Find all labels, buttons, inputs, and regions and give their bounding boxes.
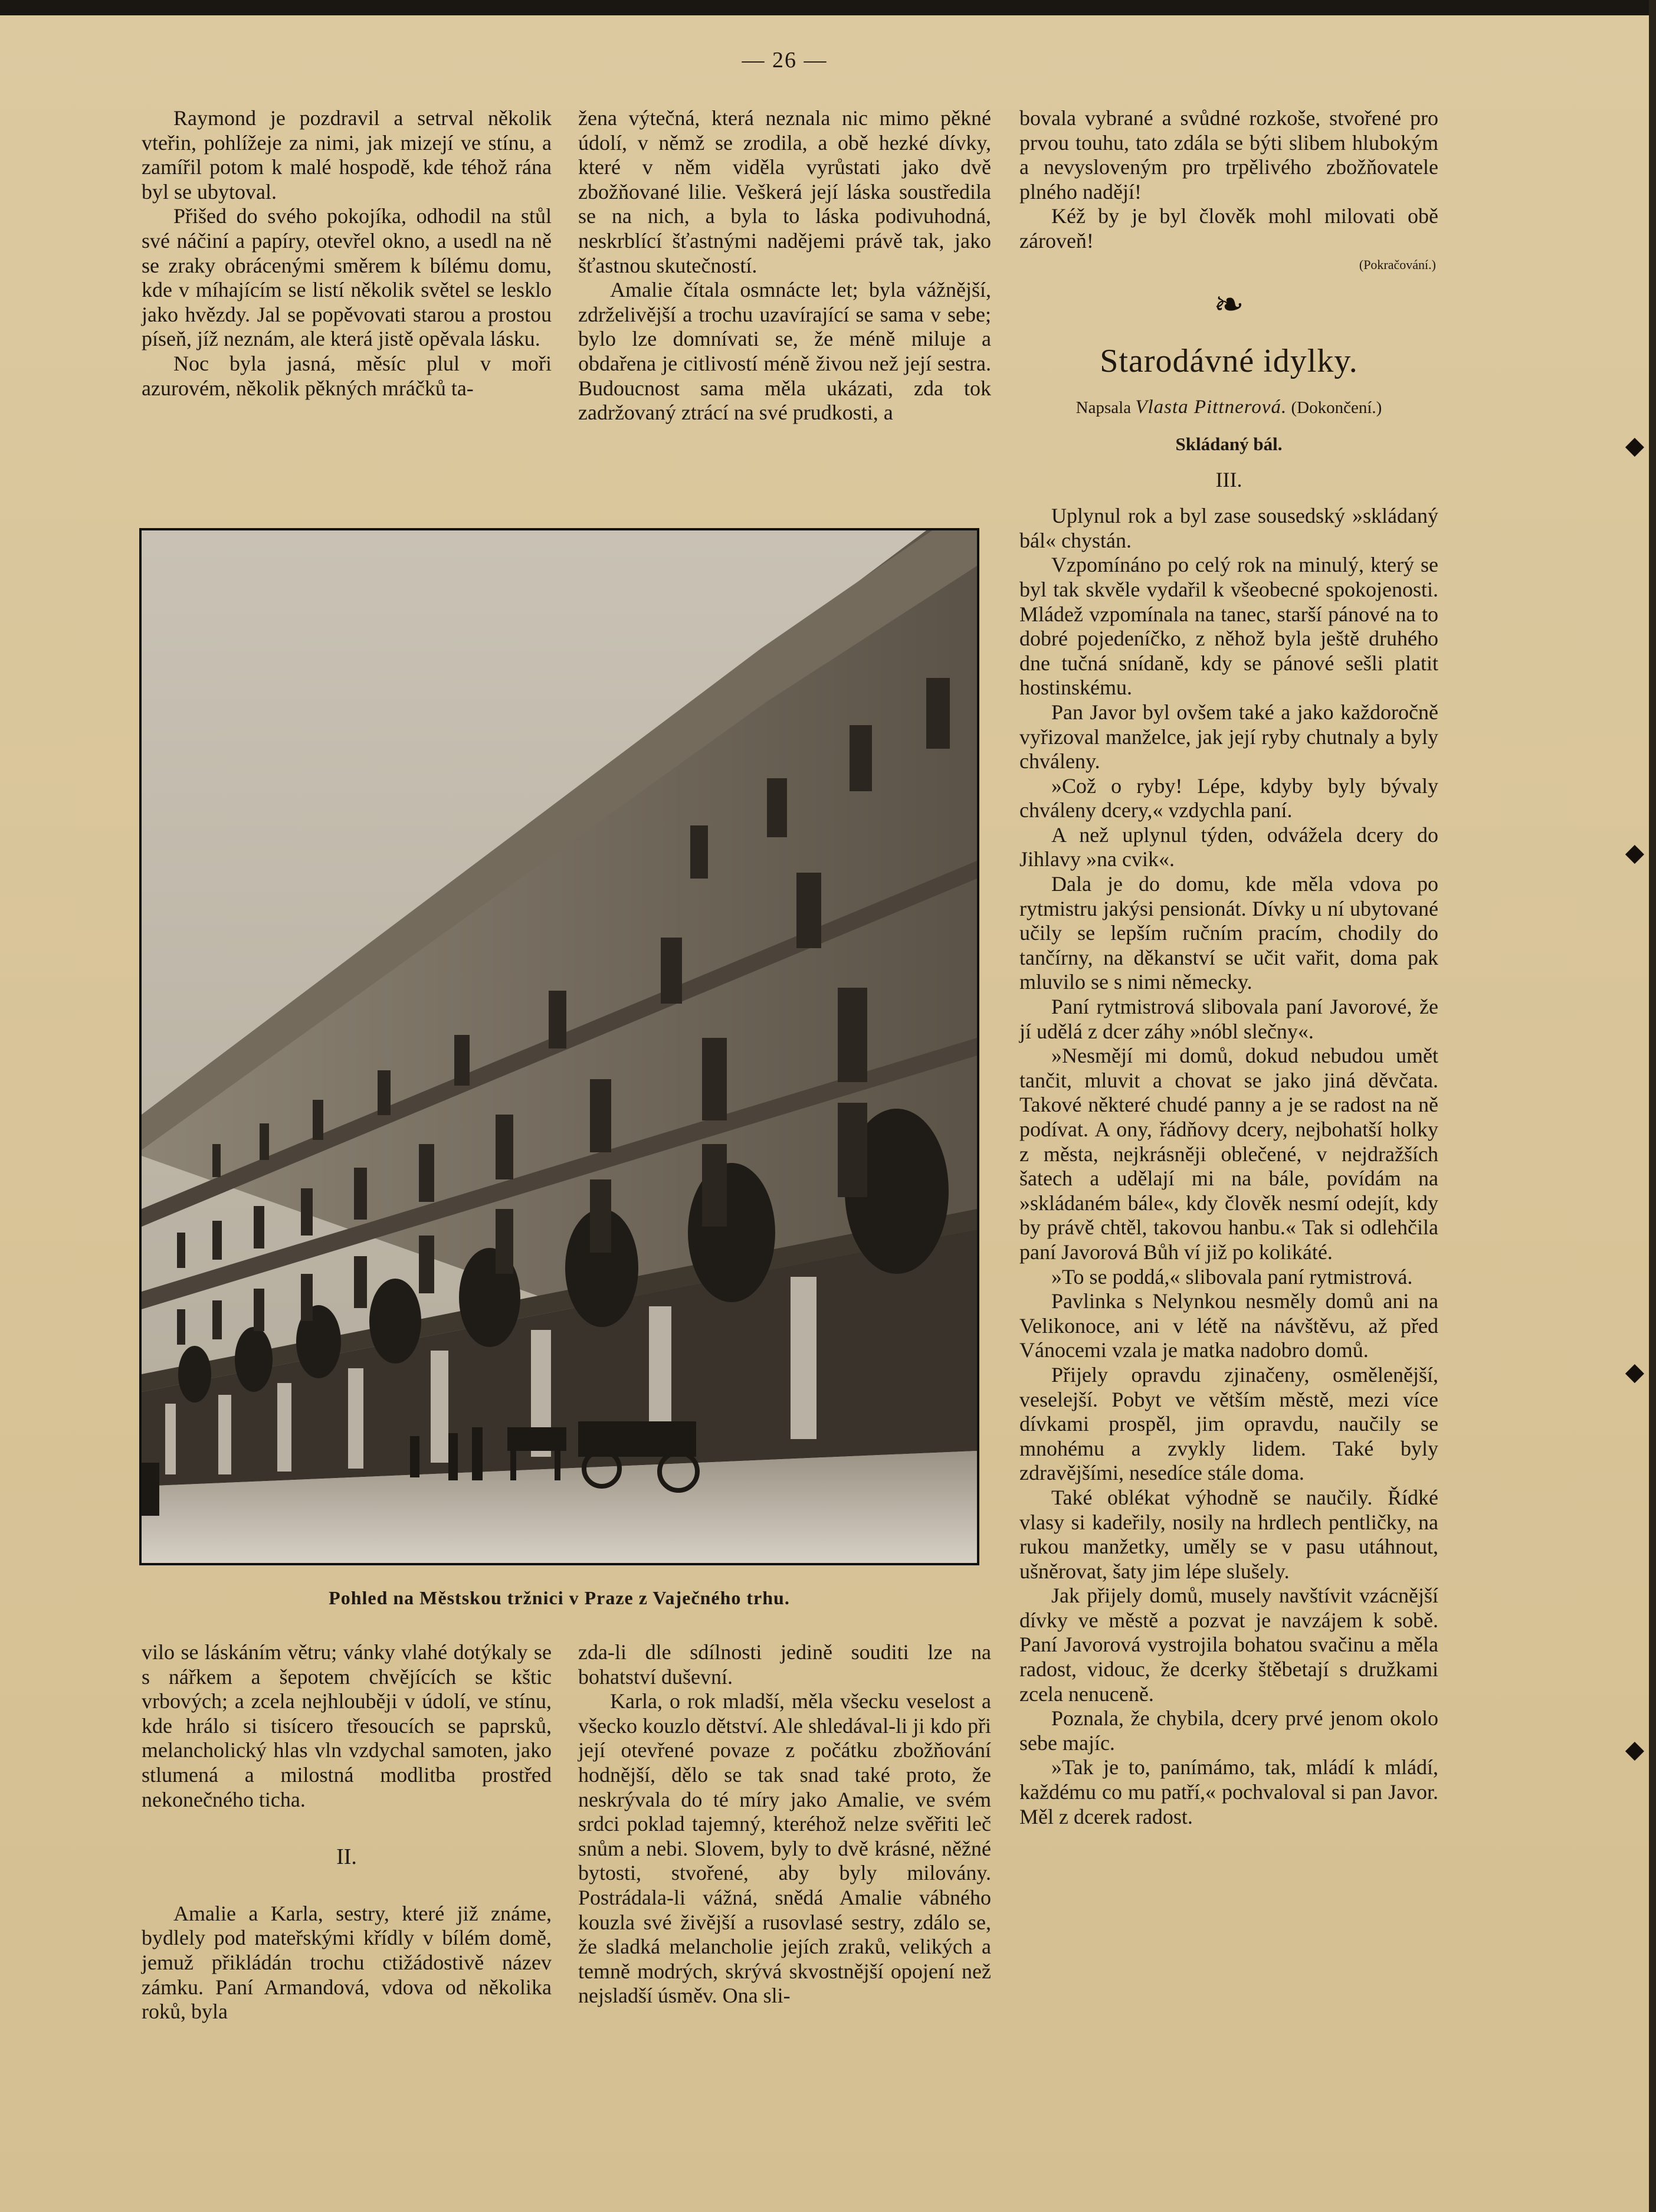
paragraph: »Tak je to, panímámo, tak, mládí k mládí, každému co mu patří,« pochvaloval si pan Javor. Měl z dcerek radost.	[1019, 1755, 1438, 1828]
edge-binding-mark: ◆	[1625, 1359, 1644, 1386]
paragraph: žena výtečná, která neznala nic mimo pěkné údolí, v němž se zrodila, a obě hezké dívky, které v něm viděla vyrůstati jako dvě zbožňované lilie. Veškerá její láska soustředila se na nich, a byla to láska podivuhodná, neskrblící šťastnými nadějemi právě tak, jako šťastnou skutečností.	[578, 106, 991, 277]
photo-caption: Pohled na Městskou tržnici v Praze z Vaječného trhu.	[329, 1587, 790, 1608]
paragraph: Paní rytmistrová slibovala paní Javorové, že jí udělá z dcer záhy »nóbl slečny«.	[1019, 995, 1438, 1043]
paragraph: Přijely opravdu zjinačeny, osmělenější, veselejší. Pobyt ve větším městě, mezi více dívkami prospěl, jim opravdu, naučily se mnohému a zvykly lidem. Také byly zdravějšími, nesedíce stále doma.	[1019, 1362, 1438, 1485]
paragraph: Pavlinka s Nelynkou nesměly domů ani na Velikonoce, ani v létě na návštěvu, až před Vánocemi vzala je matka nadobro domů.	[1019, 1289, 1438, 1362]
paragraph: Jak přijely domů, musely navštívit vzácnější dívky ve městě a pozvat je navzájem k sobě. Paní Javorová vystrojila bohatou svačinu a měla radost, vidouc, že dcerky štěbetají s družkami zcela nenuceně.	[1019, 1584, 1438, 1706]
author-name: Vlasta Pittnerová.	[1135, 396, 1287, 418]
fleuron-ornament-icon: ❧	[1214, 284, 1244, 325]
page-number: — 26 —	[742, 48, 828, 73]
edge-binding-mark: ◆	[1625, 1736, 1644, 1764]
building-photo-drawing	[142, 530, 977, 1563]
byline-prefix: Napsala	[1075, 398, 1132, 417]
paragraph: Kéž by je byl člověk mohl milovati obě zároveň!	[1019, 204, 1438, 253]
paragraph: »Což o ryby! Lépe, kdyby byly bývaly chváleny dcery,« vzdychla paní.	[1019, 774, 1438, 822]
paragraph: Pan Javor byl ovšem také a jako každoročně vyřizoval manželce, jak její ryby chutnaly a byly chváleny.	[1019, 700, 1438, 774]
byline-suffix: (Dokončení.)	[1291, 398, 1382, 417]
paragraph: Dala je do domu, kde měla vdova po rytmistru jakýsi pensionát. Dívky u ní ubytované učily se lepším ručním pracím, chodily do tančírny, na děkanství se učit vařit, doma pak mluvilo se s nimi německy.	[1019, 872, 1438, 994]
column-bottom-left	[142, 1640, 552, 2024]
paragraph: Také oblékat výhodně se naučily. Řídké vlasy si kadeřily, nosily na hrdlech pentličky, na rukou manžetky, uměly se v pasu utáhnout, ušněrovat, šaty jim lépe slušely.	[1019, 1485, 1438, 1583]
paragraph: bovala vybrané a svůdné rozkoše, stvořené pro prvou touhu, tato zdála se býti slibem hlubokým a nevysloveným pro trpělivého zbožňovatele plného nadějí!	[1019, 106, 1438, 204]
paragraph: Uplynul rok a byl zase sousedský »skládaný bál« chystán.	[1019, 504, 1438, 552]
paragraph: Karla, o rok mladší, měla všecku veselost a všecko kouzlo dětství. Ale shledával-li ji kdo při její otevřené povaze z počátku zbožňování hodnější, dělo se tak snad také proto, že neskrývala do té míry jako Amalie, ve svém srdci poklad tajemný, kteréhož nelze svěřiti leč snům a nebi. Slovem, byly to dvě krásné, něžné bytosti, stvořené, aby byly milovány. Postrádala-li vážná, snědá Amalie vábného kouzla své živější a rusovlasé sestry, zdálo se, že sladká melancholie jejích zraků, velikých a temně modrých, skrývá skvostnější opojení než nejsladší úsměv. Ona sli-	[578, 1689, 991, 2008]
paragraph: A než uplynul týden, odvážela dcery do Jihlavy »na cvik«.	[1019, 822, 1438, 871]
column-right	[1019, 106, 1438, 1829]
paragraph: »Nesmějí mi domů, dokud nebudou umět tančit, mluvit a chovat se jako jiná děvčata. Takové některé chudé panny a je se radost na ně podívat. A ony, řádňovy dcery, nejbohatší holky z města, nejkrásněji oblečené, v nejdražších šatech a udělají mi na bále, povídám na »skládaném bále«, kdy člověk nesmí odejít, kdy by právě chtěl, takovou hanbu.« Tak si odlehčila paní Javorová Bůh ví již po kolikáté.	[1019, 1044, 1438, 1264]
to-be-continued-note: (Pokračování.)	[1359, 257, 1436, 272]
column-bottom-middle	[578, 1640, 991, 2008]
chapter-subtitle: Skládaný bál.	[1175, 433, 1283, 454]
column-top-middle	[578, 106, 991, 425]
street-photograph	[139, 528, 979, 1565]
paragraph: Přišed do svého pokojíka, odhodil na stůl své náčiní a papíry, otevřel okno, a usedl na ně se zraky obrácenými směrem k bílému domu, kde v míhajícím se listí několik světel se lesklo jako hvězdy. Jal se popěvovati starou a prostou píseň, jíž neznám, ale která jistě opěvala lásku.	[142, 204, 552, 351]
paragraph: Raymond je pozdravil a setrval několik vteřin, pohlížeje za nimi, jak mizejí ve stínu, a zamířil potom k malé hospodě, kde téhož rána byl se ubytoval.	[142, 106, 552, 204]
right-scan-border	[1649, 0, 1656, 2212]
paragraph: vilo se láskáním větru; vánky vlahé dotýkaly se s nářkem a šepotem chvějících se kštic vrbových; a zcela nejhlouběji v údolí, ve stínu, kde hrálo si tisícero třesoucích se paprsků, melancholický hlas vln vzdychal samoten, jako stlumená a milostná modlitba prostřed nekonečného ticha.	[142, 1640, 552, 1811]
paragraph: »To se poddá,« slibovala paní rytmistrová.	[1051, 1264, 1413, 1289]
paragraph: Vzpomínáno po celý rok na minulý, který se byl tak skvěle vydařil k všeobecné spokojenosti. Mládež vzpomínala na tanec, starší pánové na to dobré pojedeníčko, z něhož byla ještě druhého dne tučná snídaně, kdy se pánové sešli platit hostinskému.	[1019, 553, 1438, 700]
edge-binding-mark: ◆	[1625, 432, 1644, 460]
column-top-left	[142, 106, 552, 401]
story-title: Starodávné idylky.	[1100, 342, 1358, 379]
paragraph: Noc byla jasná, měsíc plul v moři azurovém, několik pěkných mráčků ta-	[142, 351, 552, 400]
paragraph: Amalie a Karla, sestry, které již známe, bydlely pod mateřskými křídly v bílém domě, jemuž přikládán trochu ctižádostivě název zámku. Paní Armandová, vdova od několika roků, byla	[142, 1901, 552, 2024]
top-scan-border	[0, 0, 1656, 15]
byline	[1019, 395, 1438, 420]
paragraph: Amalie čítala osmnácte let; byla vážnější, zdrželivější a trochu uzavírající se sama v sebe; bylo lze domnívati se, že méně miluje a obdařena je citlivostí méně živou než její sestra. Budoucnost sama měla ukázati, zda tok zadržovaný ztrácí na své prudkosti, a	[578, 278, 991, 425]
edge-binding-mark: ◆	[1625, 840, 1644, 867]
section-number: II.	[336, 1844, 357, 1870]
section-number: III.	[1215, 467, 1242, 491]
paragraph: Poznala, že chybila, dcery prvé jenom okolo sebe majíc.	[1019, 1706, 1438, 1755]
paragraph: zda-li dle sdílnosti jedině souditi lze na bohatství duševní.	[578, 1640, 991, 1689]
